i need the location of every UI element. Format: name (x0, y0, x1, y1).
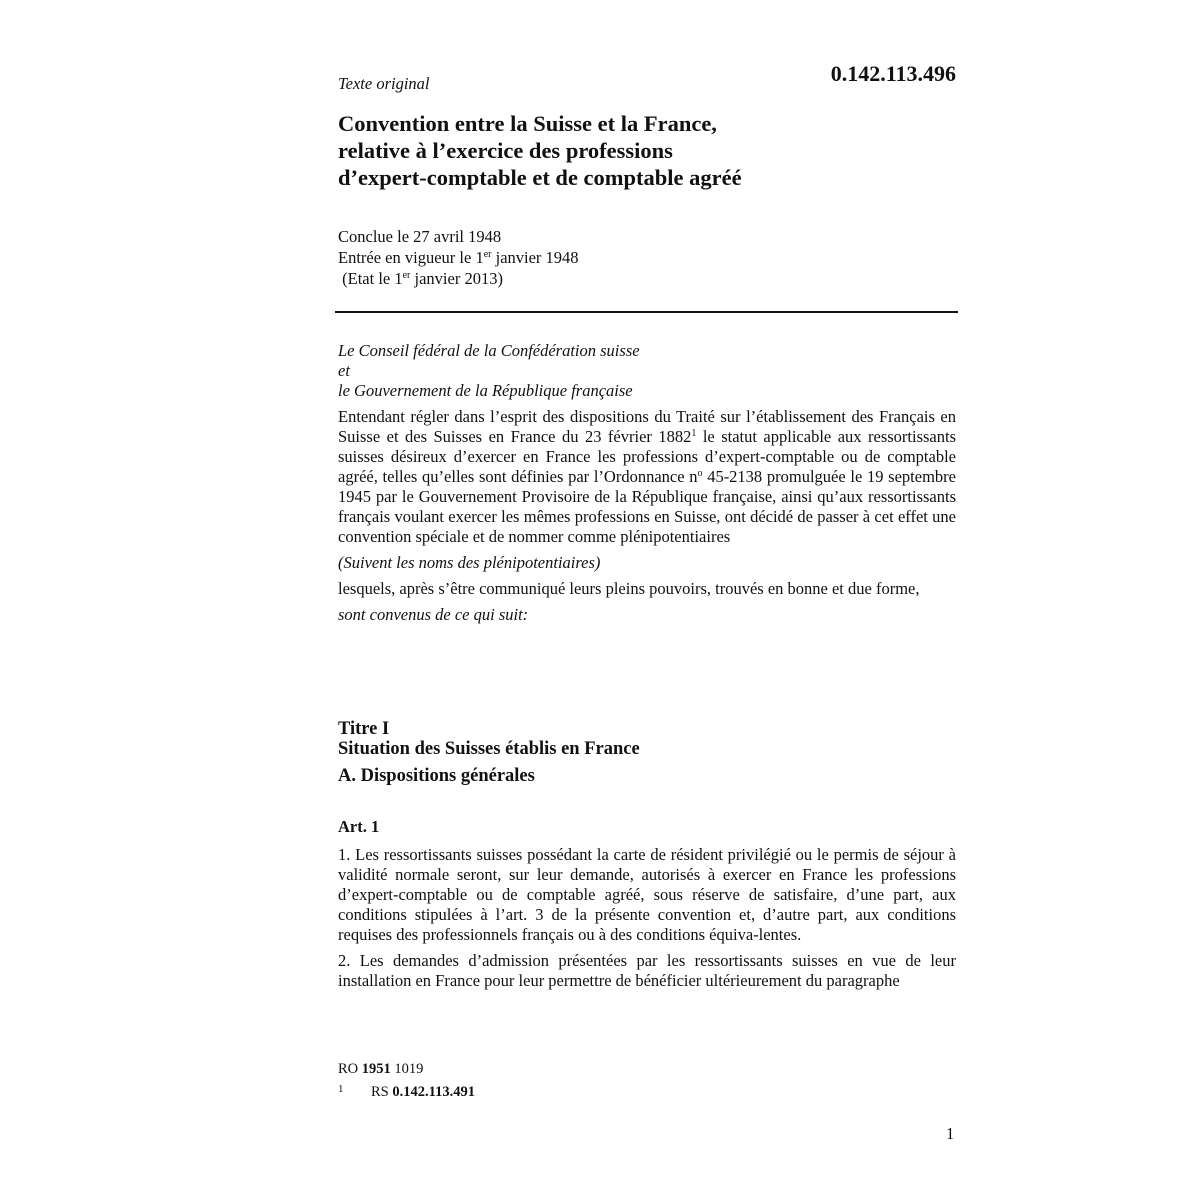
entry-into-force-date (338, 247, 956, 268)
agreement-text: sont convenus de ce qui suit: (338, 605, 529, 624)
in-force-ordinal: er (483, 249, 492, 260)
party-switzerland: Le Conseil fédéral de la Confédération suisse (338, 341, 640, 360)
footnote-reference: 1 (691, 428, 697, 439)
document-title (338, 110, 956, 191)
ro-reference (338, 1059, 956, 1079)
article-heading: Art. 1 (338, 817, 380, 836)
concluded-date: Conclue le 27 avril 1948 (338, 227, 502, 246)
footnote-rs-number: 0.142.113.491 (392, 1084, 475, 1100)
article-paragraph-1: 1. Les ressortissants suisses possédant la carte de résident privilégié ou le permis de séjour à validité normale seront, sur leur demande, autorisés à exercer en France les professions d’expert-comptable ou de comptable agréé, sous réserve de satisfaire, d’une part, aux conditions stipulées à l’art. 3 de la présente convention et, d’autre part, aux conditions requises des professionnels français ou à des conditions équiva-lentes. (338, 845, 956, 944)
footnote-rs-prefix: RS (371, 1084, 393, 1100)
title-number: Titre I (338, 719, 390, 739)
party-conjunction: et (338, 361, 350, 380)
footnote-marker: 1 (338, 1083, 344, 1095)
preamble-text-1: Entendant régler dans l’esprit des dispositions du Traité sur l’établissement des Français en Suisse et des Suisses en France du 23 février 1882 (338, 407, 956, 446)
in-force-suffix: janvier 1948 (491, 248, 579, 267)
state-date (338, 268, 956, 289)
preamble (338, 341, 956, 625)
full-powers-text: lesquels, après s’être communiqué leurs pleins pouvoirs, trouvés en bonne et due forme, (338, 579, 920, 598)
numero-superscript: o (697, 468, 703, 479)
preamble-paragraph (338, 407, 956, 547)
footnotes (338, 1059, 956, 1102)
page-number: 1 (946, 1124, 955, 1143)
article-paragraph-2: 2. Les demandes d’admission présentées par les ressortissants suisses en vue de leur installation en France pour leur permettre de bénéficier ultérieurement du paragraphe (338, 951, 956, 990)
ro-year: 1951 (361, 1061, 391, 1077)
title-line-2: relative à l’exercice des professions (338, 138, 673, 163)
section-heading: A. Dispositions générales (338, 766, 535, 786)
state-ordinal: er (402, 270, 411, 281)
ro-prefix: RO (338, 1061, 362, 1077)
contracting-parties (338, 341, 956, 401)
original-text-label: Texte original (338, 74, 430, 93)
article-body (338, 845, 956, 991)
title-heading (338, 719, 956, 759)
preamble-text-2: le statut applicable aux ressortissants suisses désireux d’exercer en France les professions d’expert-comptable ou de comptable agréé, telles qu’elles sont définies par l’Ordonnance n (338, 427, 956, 486)
preamble-text-3: 45-2138 promulguée le 19 septembre 1945 par le Gouvernement Provisoire de la République française, ainsi qu’aux ressortissants français voulant exercer les mêmes professions en Suisse, ont décidé de passer à cet effet une convention spéciale et de nommer comme plénipotentiaires (338, 467, 956, 546)
in-force-prefix: Entrée en vigueur le 1 (338, 248, 484, 267)
ro-page: 1019 (390, 1061, 424, 1077)
plenipotentiaries-note: (Suivent les noms des plénipotentiaires) (338, 553, 601, 572)
dates-block (338, 226, 956, 289)
title-line-3: d’expert-comptable et de comptable agréé (338, 165, 742, 190)
footnote-1 (338, 1079, 956, 1102)
title-subject: Situation des Suisses établis en France (338, 739, 640, 759)
rs-number: 0.142.113.496 (830, 61, 956, 86)
state-prefix: (Etat le 1 (338, 269, 403, 288)
title-line-1: Convention entre la Suisse et la France, (338, 111, 717, 136)
party-france: le Gouvernement de la République française (338, 381, 633, 400)
horizontal-rule (335, 311, 958, 313)
state-suffix: janvier 2013) (410, 269, 503, 288)
